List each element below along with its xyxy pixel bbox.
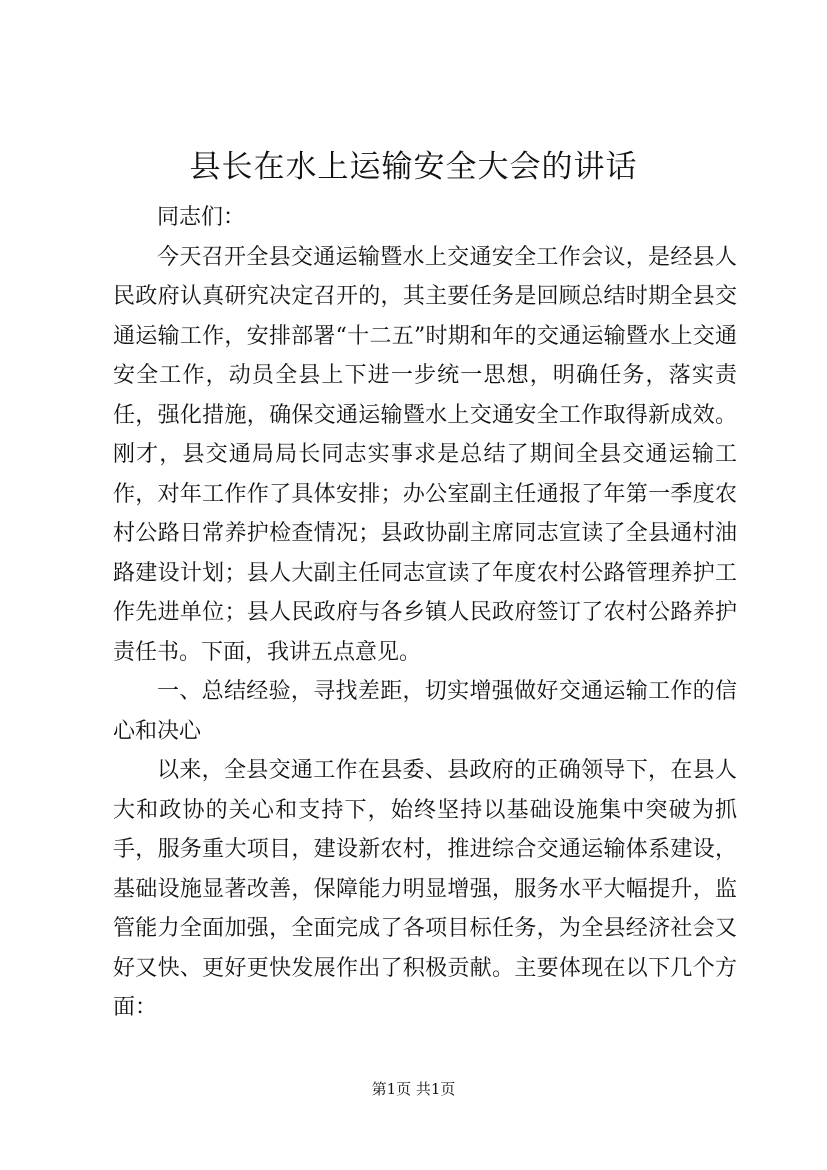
section-heading-paragraph: 一、总结经验，寻找差距，切实增强做好交通运输工作的信心和决心 xyxy=(113,679,737,744)
page-footer: 第1页 共1页 xyxy=(371,1080,456,1098)
document-title: 县长在水上运输安全大会的讲话 xyxy=(189,149,638,185)
salutation-paragraph: 同志们： xyxy=(157,205,246,230)
intro-paragraph: 今天召开全县交通运输暨水上交通安全工作会议，是经县人民政府认真研究决定召开的，其主要任务是回顾总结时期全县交通运输工作，安排部署“十二五”时期和年的交通运输暨水上交通安全工作，动员全县上下进一步统一思想，明确任务，落实责任，强化措施，确保交通运输暨水上交通安全工作取得新成效。刚才，县交通局局长同志实事求是总结了期间全县交通运输工作，对年工作作了具体安排；办公室副主任通报了年第一季度农村公路日常养护检查情况；县政协副主席同志宣读了全县通村油路建设计划；县人大副主任同志宣读了年度农村公路管理养护工作先进单位；县人民政府与各乡镇人民政府签订了农村公路养护责任书。下面，我讲五点意见。 xyxy=(113,244,737,665)
document-body xyxy=(113,198,737,1028)
summary-paragraph: 以来，全县交通工作在县委、县政府的正确领导下，在县人大和政协的关心和支持下，始终坚持以基础设施集中突破为抓手，服务重大项目，建设新农村，推进综合交通运输体系建设，基础设施显著改善，保障能力明显增强，服务水平大幅提升，监管能力全面加强，全面完成了各项目标任务，为全县经济社会又好又快、更好更快发展作出了积极贡献。主要体现在以下几个方面： xyxy=(113,758,737,1020)
